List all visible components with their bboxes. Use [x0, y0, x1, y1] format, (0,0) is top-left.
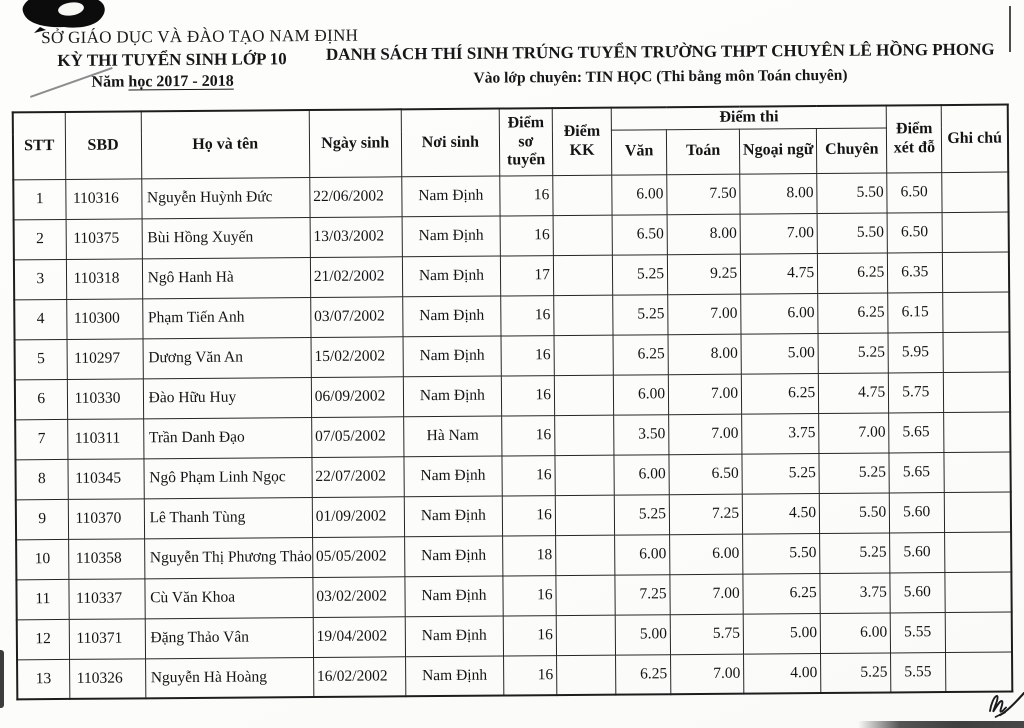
cell-ghi-chu — [942, 172, 1008, 213]
cell-sbd: 110337 — [68, 579, 144, 620]
cell-ghi-chu — [946, 652, 1012, 693]
cell-ghi-chu — [944, 452, 1010, 493]
cell-diem-xet-do: 5.60 — [890, 532, 945, 572]
col-header-ghi-chu: Ghi chú — [942, 105, 1009, 173]
cell-van: 5.00 — [615, 615, 670, 655]
cell-ngoai-ngu: 5.25 — [742, 453, 819, 494]
cell-diem-xet-do: 6.50 — [887, 172, 942, 212]
cell-ho-va-ten: Ngô Phạm Linh Ngọc — [144, 457, 312, 498]
cell-diem-so-tuyen: 16 — [503, 655, 556, 695]
cell-stt: 9 — [16, 499, 68, 539]
cell-van: 6.00 — [615, 535, 670, 575]
cell-van: 6.00 — [612, 175, 667, 215]
cell-sbd: 110345 — [68, 459, 144, 500]
cell-diem-xet-do: 5.95 — [888, 332, 943, 372]
cell-diem-so-tuyen: 16 — [502, 415, 555, 455]
cell-ho-va-ten: Nguyễn Huỳnh Đức — [141, 177, 309, 218]
col-header-stt: STT — [13, 112, 66, 180]
cell-stt: 6 — [15, 379, 67, 419]
cell-ho-va-ten: Nguyễn Hà Hoàng — [145, 657, 313, 698]
col-header-van: Văn — [611, 130, 666, 175]
cell-toan: 6.50 — [669, 454, 742, 495]
cell-toan: 7.00 — [669, 414, 742, 455]
cell-diem-xet-do: 5.55 — [891, 652, 946, 692]
cell-toan: 7.00 — [668, 294, 741, 335]
cell-toan: 8.00 — [667, 214, 740, 255]
cell-sbd: 110371 — [69, 619, 145, 660]
cell-toan: 7.00 — [671, 654, 744, 695]
cell-van: 6.00 — [614, 455, 669, 495]
cell-ngay-sinh: 21/02/2002 — [310, 257, 402, 298]
cell-van: 6.25 — [616, 655, 671, 695]
col-header-chuyen: Chuyên — [817, 128, 887, 174]
cell-ngoai-ngu: 4.00 — [744, 653, 821, 694]
cell-ngay-sinh: 16/02/2002 — [313, 657, 405, 698]
cell-toan: 7.50 — [667, 174, 740, 215]
col-header-sbd: SBD — [65, 111, 142, 179]
table-row — [17, 652, 1012, 700]
cell-noi-sinh: Nam Định — [404, 536, 502, 577]
cell-diem-so-tuyen: 17 — [500, 255, 553, 295]
cell-ngoai-ngu: 6.25 — [743, 573, 820, 614]
cell-diem-xet-do: 5.65 — [889, 452, 944, 492]
cell-ngay-sinh: 22/07/2002 — [312, 457, 404, 498]
cell-sbd: 110370 — [68, 499, 144, 540]
cell-ghi-chu — [946, 612, 1012, 653]
school-year-prefix: Năm — [91, 73, 125, 91]
cell-sbd: 110316 — [65, 179, 141, 220]
cell-diem-so-tuyen: 16 — [502, 455, 555, 495]
cell-ngoai-ngu: 5.00 — [743, 613, 820, 654]
cell-ngay-sinh: 07/05/2002 — [311, 417, 403, 458]
cell-ghi-chu — [943, 292, 1009, 333]
cell-toan: 7.00 — [670, 574, 743, 615]
cell-noi-sinh: Hà Nam — [403, 416, 501, 457]
cell-diem-xet-do: 5.75 — [889, 372, 944, 412]
cell-stt: 3 — [14, 259, 66, 299]
cell-toan: 7.25 — [669, 494, 742, 535]
cell-chuyen: 5.25 — [818, 333, 888, 374]
col-header-diem-so-tuyen: Điểm sơ tuyển — [499, 108, 553, 176]
cell-diem-kk — [555, 415, 614, 455]
cell-diem-kk — [554, 375, 613, 415]
cell-ngay-sinh: 06/09/2002 — [311, 377, 403, 418]
cell-diem-so-tuyen: 16 — [501, 375, 554, 415]
cell-diem-so-tuyen: 16 — [500, 175, 553, 215]
col-header-ngay-sinh: Ngày sinh — [309, 109, 402, 177]
cell-noi-sinh: Nam Định — [404, 496, 502, 537]
cell-ngay-sinh: 13/03/2002 — [310, 217, 402, 258]
cell-chuyen: 5.50 — [817, 173, 887, 214]
cell-diem-xet-do: 6.35 — [888, 252, 943, 292]
cell-ho-va-ten: Nguyễn Thị Phương Thảo — [144, 537, 312, 578]
cell-van: 6.50 — [612, 215, 667, 255]
cell-ngoai-ngu: 4.75 — [741, 253, 818, 294]
cell-stt: 2 — [14, 219, 66, 259]
department-name: SỞ GIÁO DỤC VÀ ĐÀO TẠO NAM ĐỊNH — [41, 25, 359, 48]
cell-chuyen: 6.25 — [818, 253, 888, 294]
school-year-value: học 2017 - 2018 — [128, 72, 234, 91]
cell-van: 5.25 — [614, 495, 669, 535]
cell-toan: 7.00 — [668, 374, 741, 415]
cell-chuyen: 5.50 — [819, 493, 889, 534]
cell-stt: 5 — [15, 339, 67, 379]
cell-chuyen: 6.00 — [820, 613, 890, 654]
cell-stt: 4 — [14, 299, 66, 339]
cell-diem-kk — [553, 175, 612, 215]
cell-ghi-chu — [942, 212, 1008, 253]
cell-diem-kk — [556, 535, 615, 575]
cell-toan: 5.75 — [670, 614, 743, 655]
document-subtitle: Vào lớp chuyên: TIN HỌC (Thi bằng môn Toán chuyên) — [473, 66, 848, 87]
cell-diem-kk — [557, 655, 616, 695]
cell-ngoai-ngu: 7.00 — [740, 213, 817, 254]
cell-diem-so-tuyen: 16 — [503, 575, 556, 615]
cell-ngay-sinh: 22/06/2002 — [310, 177, 402, 218]
cell-diem-kk — [553, 255, 612, 295]
cell-ngay-sinh: 19/04/2002 — [313, 617, 405, 658]
cell-van: 6.00 — [613, 375, 668, 415]
cell-van: 5.25 — [612, 255, 667, 295]
cell-diem-kk — [556, 575, 615, 615]
cell-ho-va-ten: Phạm Tiến Anh — [142, 297, 310, 338]
cell-toan: 9.25 — [667, 254, 740, 295]
cell-ho-va-ten: Trần Danh Đạo — [143, 417, 311, 458]
cell-chuyen: 7.00 — [819, 413, 889, 454]
cell-diem-so-tuyen: 16 — [501, 335, 554, 375]
cell-ho-va-ten: Đặng Thảo Vân — [145, 617, 313, 658]
cell-stt: 13 — [17, 659, 69, 699]
cell-ghi-chu — [944, 372, 1010, 413]
col-header-diem-xet-do: Điểm xét đỗ — [887, 105, 943, 173]
col-header-ho-va-ten: Họ và tên — [141, 110, 310, 179]
cell-ghi-chu — [943, 252, 1009, 293]
cell-sbd: 110311 — [67, 419, 143, 460]
cell-van: 7.25 — [615, 575, 670, 615]
cell-chuyen: 5.50 — [817, 213, 887, 254]
cell-sbd: 110375 — [66, 219, 142, 260]
col-header-diem-thi: Điểm thi — [611, 105, 886, 130]
cell-ho-va-ten: Lê Thanh Tùng — [144, 497, 312, 538]
cell-chuyen: 5.25 — [821, 653, 891, 694]
cell-noi-sinh: Nam Định — [405, 576, 503, 617]
col-header-diem-kk: Điểm KK — [552, 108, 612, 176]
cell-stt: 11 — [16, 579, 68, 619]
cell-ngoai-ngu: 5.00 — [741, 333, 818, 374]
cell-sbd: 110300 — [66, 299, 142, 340]
cell-ngay-sinh: 03/07/2002 — [310, 297, 402, 338]
document-title: DANH SÁCH THÍ SINH TRÚNG TUYỂN TRƯỜNG THPT CHUYÊN LÊ HỒNG PHONG — [325, 39, 995, 64]
col-header-noi-sinh: Nơi sinh — [401, 109, 500, 177]
cell-sbd: 110326 — [69, 659, 145, 700]
cell-ngoai-ngu: 5.50 — [743, 533, 820, 574]
school-year — [91, 73, 233, 92]
cell-diem-kk — [554, 335, 613, 375]
cell-diem-kk — [555, 455, 614, 495]
cell-diem-xet-do: 6.50 — [887, 212, 942, 252]
cell-ho-va-ten: Bùi Hồng Xuyến — [142, 217, 310, 258]
col-header-toan: Toán — [666, 129, 739, 175]
cell-sbd: 110330 — [67, 379, 143, 420]
cell-ngay-sinh: 01/09/2002 — [312, 497, 404, 538]
cell-sbd: 110297 — [67, 339, 143, 380]
cell-stt: 12 — [17, 619, 69, 659]
cell-ghi-chu — [945, 572, 1011, 613]
cell-diem-xet-do: 5.55 — [891, 612, 946, 652]
cell-diem-kk — [556, 615, 615, 655]
cell-diem-so-tuyen: 16 — [501, 295, 554, 335]
cell-ghi-chu — [943, 332, 1009, 373]
cell-van: 5.25 — [613, 295, 668, 335]
cell-noi-sinh: Nam Định — [405, 616, 503, 657]
cell-noi-sinh: Nam Định — [403, 376, 501, 417]
cell-noi-sinh: Nam Định — [402, 256, 500, 297]
cell-chuyen: 4.75 — [819, 373, 889, 414]
cell-diem-xet-do: 5.60 — [890, 572, 945, 612]
cell-toan: 8.00 — [668, 334, 741, 375]
cell-ngoai-ngu: 6.00 — [741, 293, 818, 334]
cell-stt: 8 — [15, 459, 67, 499]
cell-chuyen: 5.25 — [820, 533, 890, 574]
cell-diem-xet-do: 5.60 — [890, 492, 945, 532]
cell-diem-xet-do: 6.15 — [888, 292, 943, 332]
cell-stt: 10 — [16, 539, 68, 579]
cell-diem-so-tuyen: 16 — [500, 215, 553, 255]
cell-diem-xet-do: 5.65 — [889, 412, 944, 452]
cell-ngoai-ngu: 8.00 — [740, 173, 817, 214]
cell-noi-sinh: Nam Định — [403, 296, 501, 337]
cell-ngoai-ngu: 3.75 — [742, 413, 819, 454]
cell-stt: 1 — [13, 179, 65, 219]
cell-ngay-sinh: 03/02/2002 — [313, 577, 405, 618]
exam-name: KỲ THI TUYỂN SINH LỚP 10 — [57, 49, 287, 71]
cell-ho-va-ten: Ngô Hanh Hà — [142, 257, 310, 298]
cell-stt: 7 — [15, 419, 67, 459]
cell-diem-kk — [554, 295, 613, 335]
admission-results-table — [12, 104, 1014, 701]
cell-diem-so-tuyen: 18 — [503, 535, 556, 575]
cell-noi-sinh: Nam Định — [402, 176, 500, 217]
cell-diem-so-tuyen: 16 — [502, 495, 555, 535]
col-header-ngoai-ngu: Ngoại ngữ — [740, 128, 817, 174]
cell-noi-sinh: Nam Định — [403, 336, 501, 377]
cell-noi-sinh: Nam Định — [405, 656, 503, 697]
cell-ghi-chu — [945, 532, 1011, 573]
cell-van: 3.50 — [614, 415, 669, 455]
cell-ho-va-ten: Đào Hữu Huy — [143, 377, 311, 418]
cell-sbd: 110358 — [68, 539, 144, 580]
cell-chuyen: 3.75 — [820, 573, 890, 614]
cell-chuyen: 5.25 — [819, 453, 889, 494]
cell-ghi-chu — [945, 492, 1011, 533]
cell-ngoai-ngu: 4.50 — [742, 493, 819, 534]
cell-ngoai-ngu: 6.25 — [741, 373, 818, 414]
cell-chuyen: 6.25 — [818, 293, 888, 334]
cell-toan: 6.00 — [670, 534, 743, 575]
cell-noi-sinh: Nam Định — [404, 456, 502, 497]
cell-ho-va-ten: Cù Văn Khoa — [145, 577, 313, 618]
cell-ngay-sinh: 05/05/2002 — [312, 537, 404, 578]
cell-ngay-sinh: 15/02/2002 — [311, 337, 403, 378]
cell-ghi-chu — [944, 412, 1010, 453]
cell-noi-sinh: Nam Định — [402, 216, 500, 257]
cell-ho-va-ten: Dương Văn An — [143, 337, 311, 378]
cell-sbd: 110318 — [66, 259, 142, 300]
cell-van: 6.25 — [613, 335, 668, 375]
cell-diem-kk — [555, 495, 614, 535]
cell-diem-so-tuyen: 16 — [503, 615, 556, 655]
cell-diem-kk — [553, 215, 612, 255]
